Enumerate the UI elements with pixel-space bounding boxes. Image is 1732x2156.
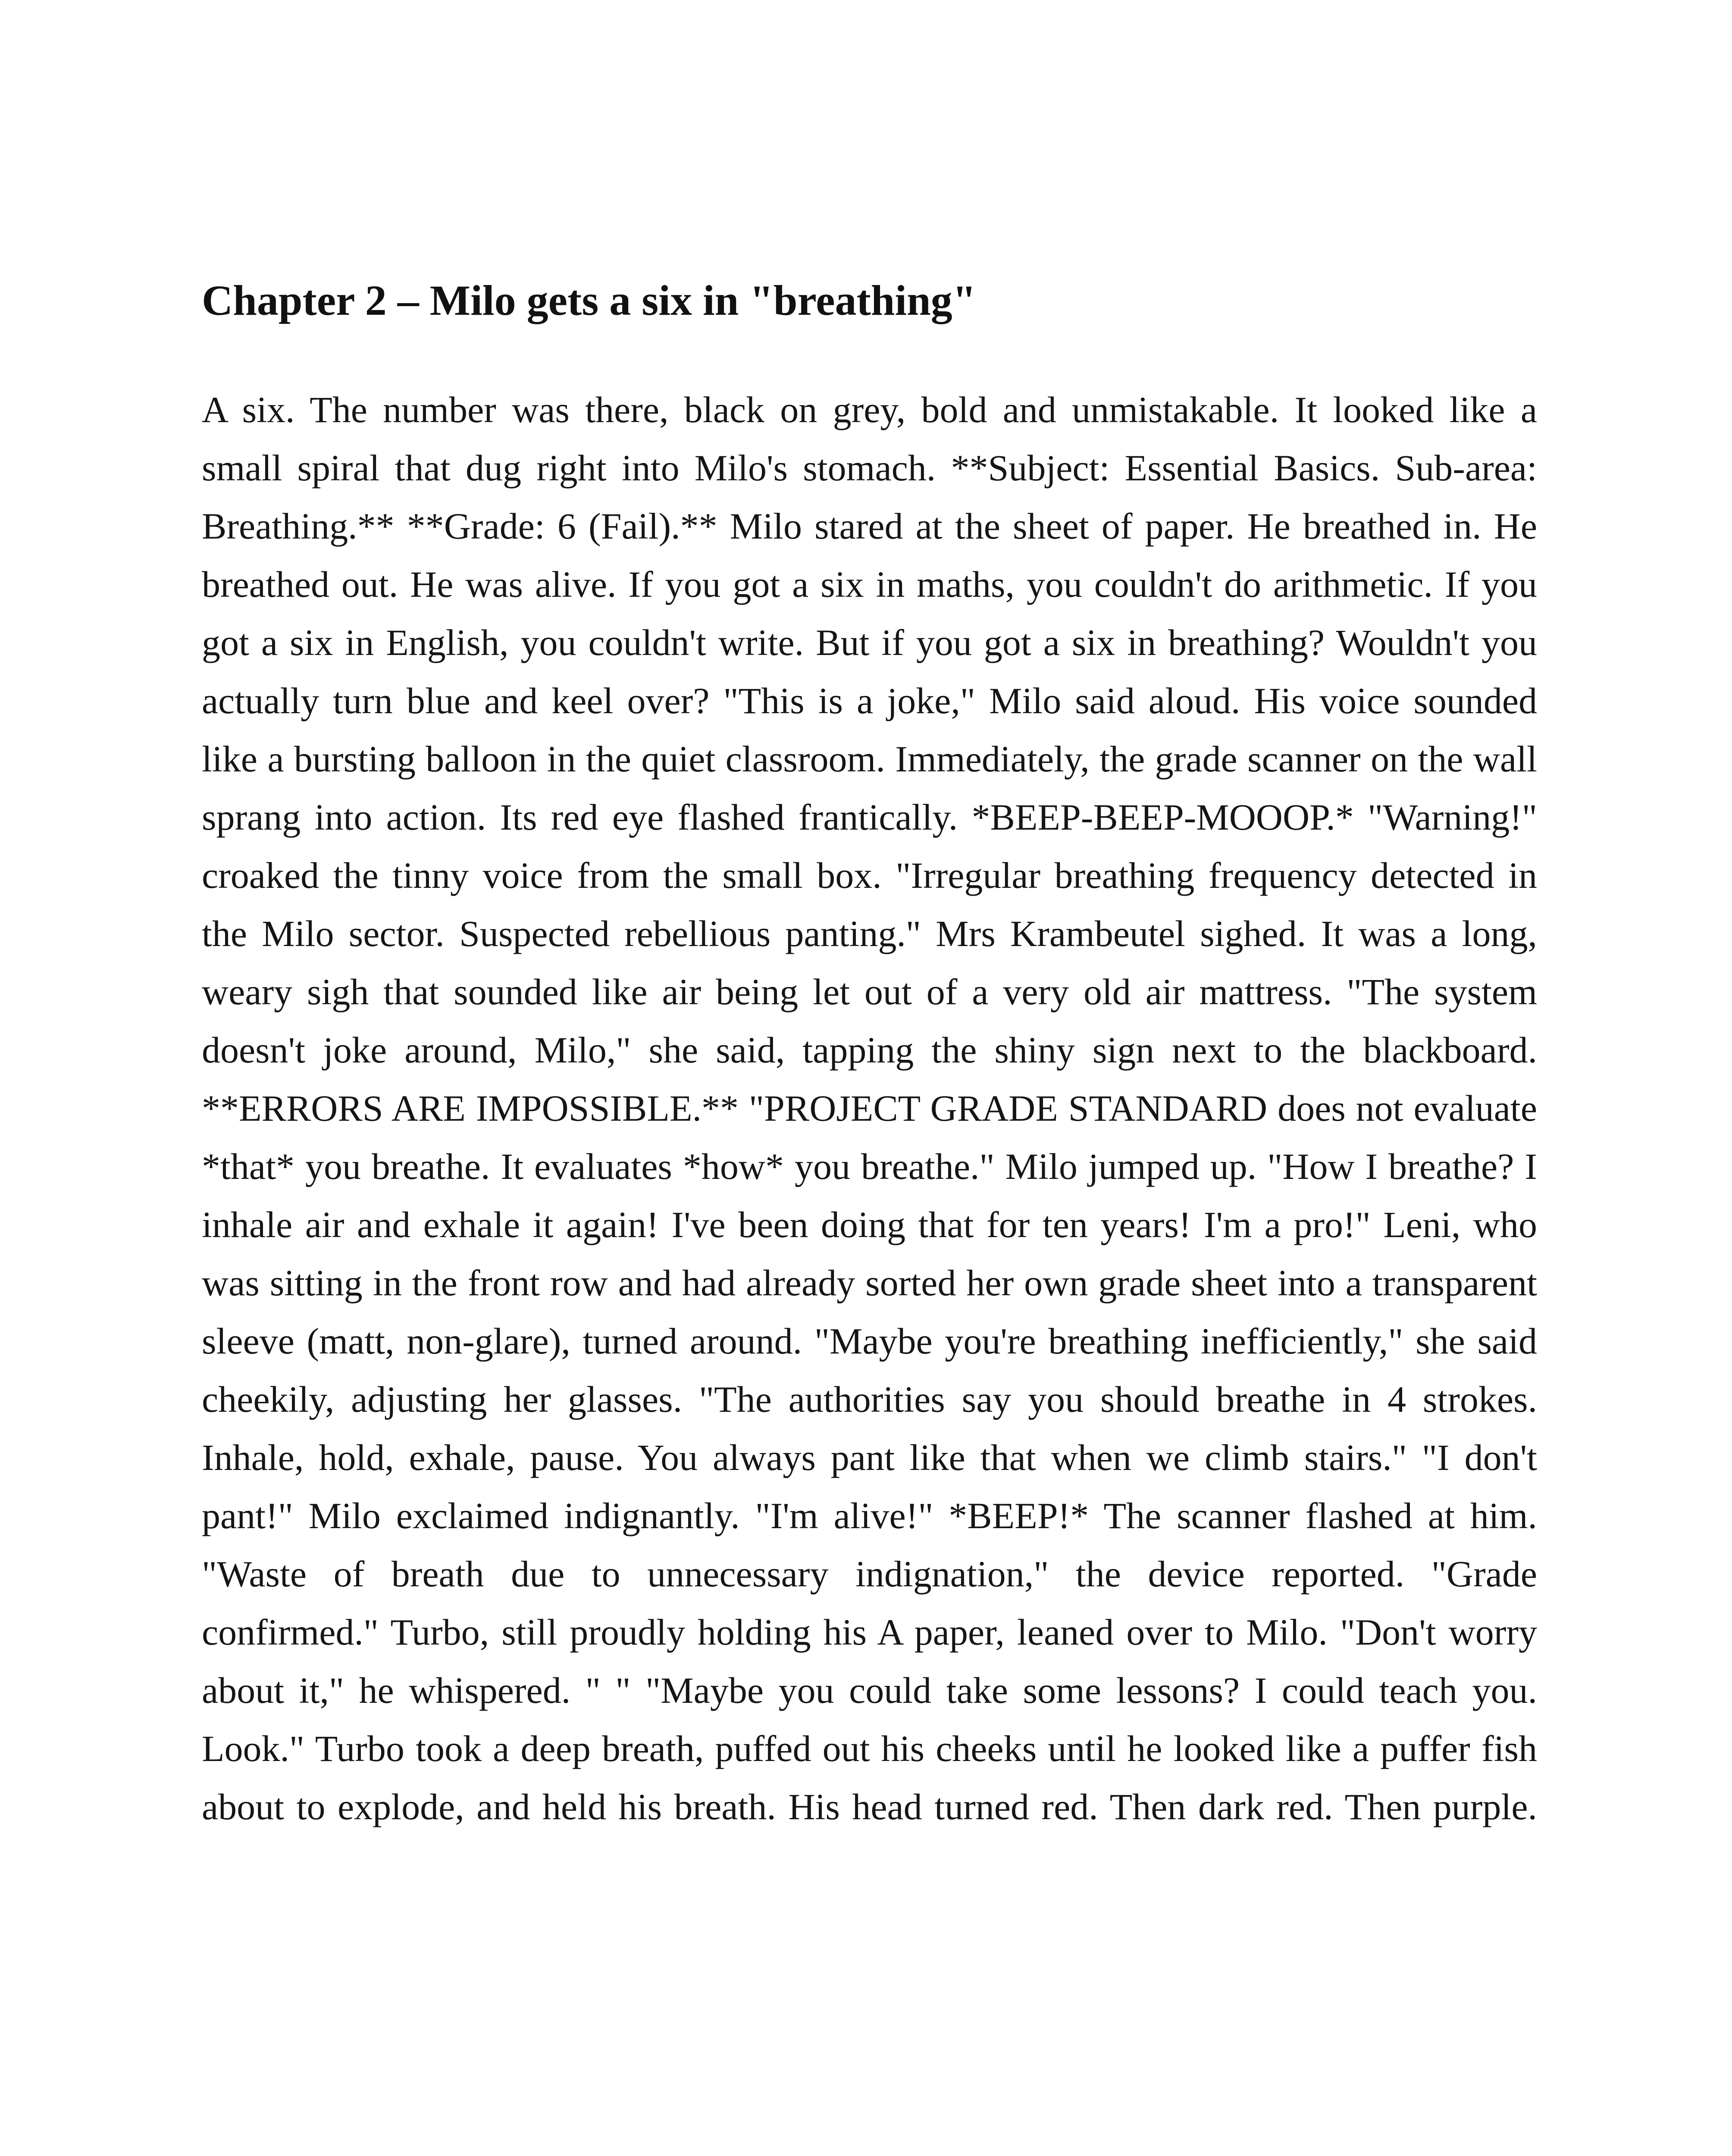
chapter-body-paragraph: A six. The number was there, black on grey, bold and unmistakable. It looked like a small spiral that dug right into Milo's stomach. **Subject: Essential Basics. Sub-area: Breathing.** **Grade: 6 (Fail).** Milo stared at the sheet of paper. He breathed in. He breathed out. He was alive. If you got a six in maths, you couldn't do arithmetic. If you got a six in English, you couldn't write. But if you got a six in breathing? Wouldn't you actually turn blue and keel over? "This is a joke," Milo said aloud. His voice sounded like a bursting balloon in the quiet classroom. Immediately, the grade scanner on the wall sprang into action. Its red eye flashed frantically. *BEEP-BEEP-MOOOP.* "Warning!" croaked the tinny voice from the small box. "Irregular breathing frequency detected in the Milo sector. Suspected rebellious panting." Mrs Krambeutel sighed. It was a long, weary sigh that sounded like air being let out of a very old air mattress. "The system doesn't joke around, Milo," she said, tapping the shiny sign next to the blackboard. **ERRORS ARE IMPOSSIBLE.** "PROJECT GRADE STANDARD does not evaluate *that* you breathe. It evaluates *how* you breathe." Milo jumped up. "How I breathe? I inhale air and exhale it again! I've been doing that for ten years! I'm a pro!" Leni, who was sitting in the front row and had already sorted her own grade sheet into a transparent sleeve (matt, non-glare), turned around. "Maybe you're breathing inefficiently," she said cheekily, adjusting her glasses. "The authorities say you should breathe in 4 strokes. Inhale, hold, exhale, pause. You always pant like that when we climb stairs." "I don't pant!" Milo exclaimed indignantly. "I'm alive!" *BEEP!* The scanner flashed at him. "Waste of breath due to unnecessary indignation," the device reported. "Grade confirmed." Turbo, still proudly holding his A paper, leaned over to Milo. "Don't worry about it," he whispered. " " "Maybe you could take some lessons? I could teach you. Look." Turbo took a deep breath, puffed out his cheeks until he looked like a puffer fish about to explode, and held his breath. His head turned red. Then dark red. Then purple. xyxy=(202,389,1537,1827)
chapter-title: Chapter 2 – Milo gets a six in "breathing" xyxy=(202,276,977,324)
